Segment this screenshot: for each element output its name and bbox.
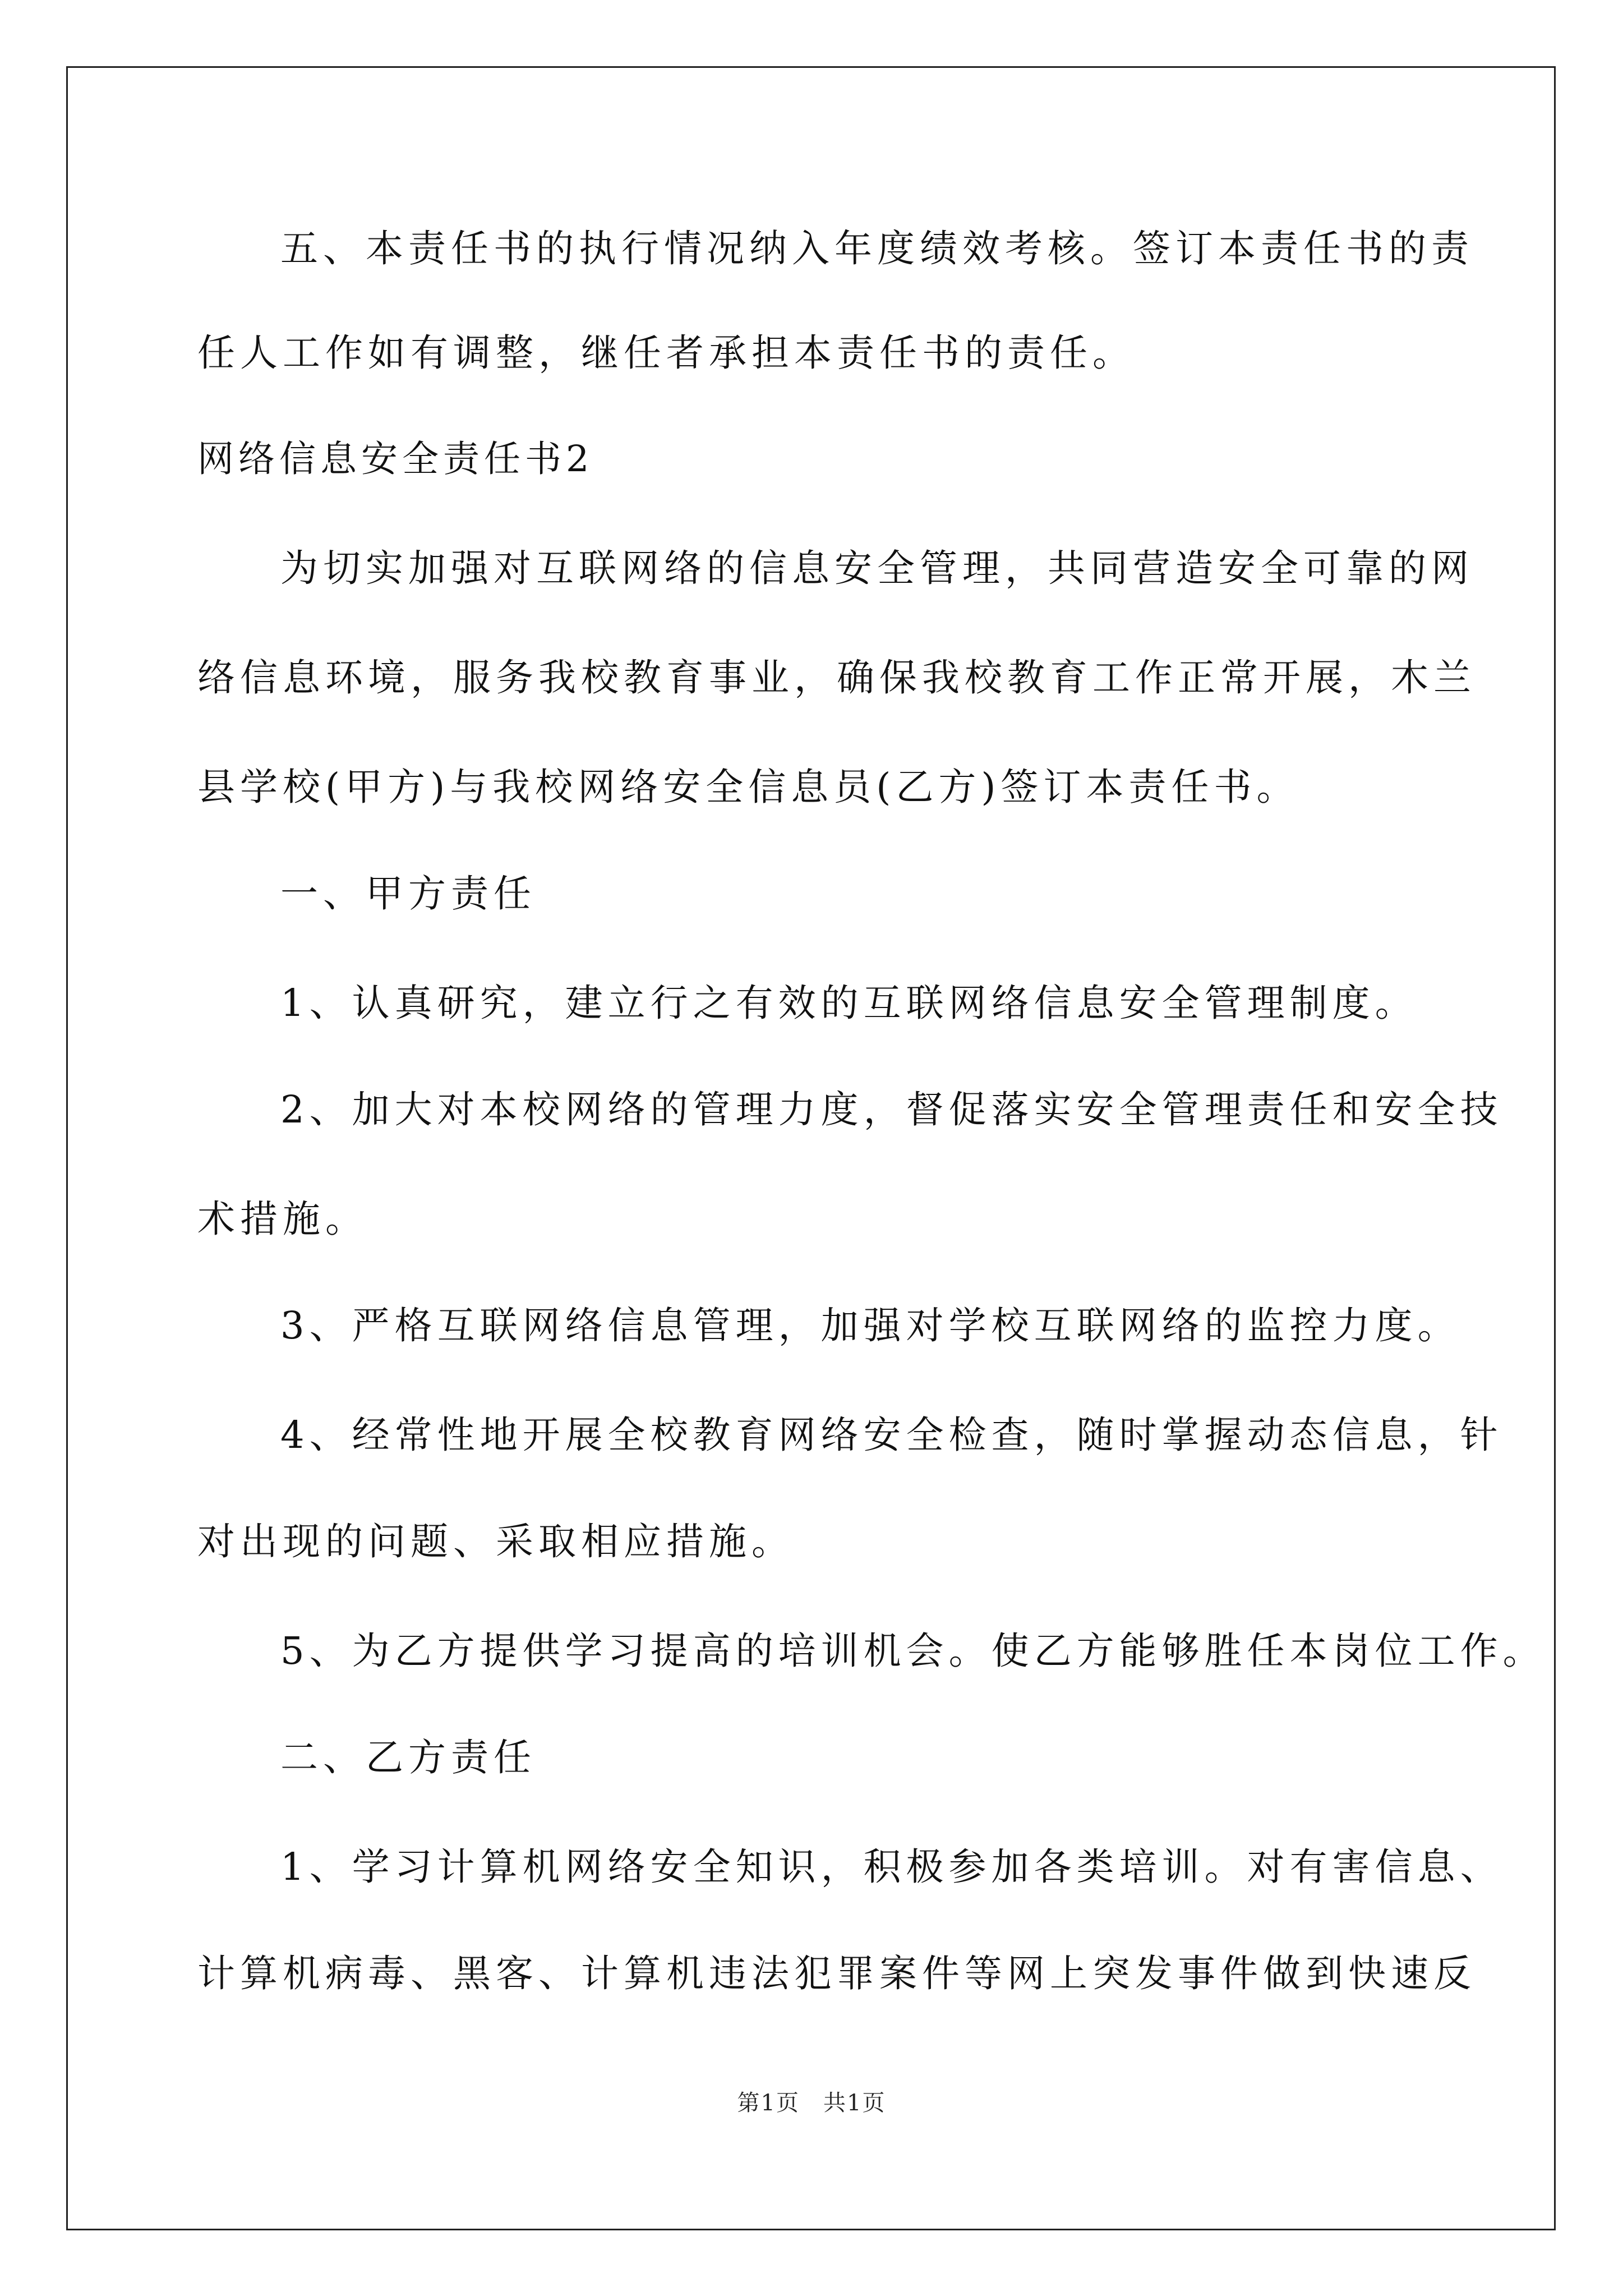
list-item-continuation: 术措施。 xyxy=(197,1197,368,1241)
list-item: 4、经常性地开展全校教育网络安全检查，随时掌握动态信息，针 xyxy=(280,1413,1503,1457)
paragraph-line: 任人工作如有调整，继任者承担本责任书的责任。 xyxy=(197,331,1135,375)
list-item: 1、认真研究，建立行之有效的互联网络信息安全管理制度。 xyxy=(280,981,1418,1025)
paragraph-line: 为切实加强对互联网络的信息安全管理，共同营造安全可靠的网 xyxy=(280,546,1474,590)
list-item-continuation: 对出现的问题、采取相应措施。 xyxy=(197,1520,794,1563)
paragraph-line: 络信息环境，服务我校教育事业，确保我校教育工作正常开展，木兰 xyxy=(197,656,1476,700)
list-item-continuation: 计算机病毒、黑客、计算机违法犯罪案件等网上突发事件做到快速反 xyxy=(197,1952,1476,1995)
list-item: 5、为乙方提供学习提高的培训机会。使乙方能够胜任本岗位工作。 xyxy=(280,1629,1546,1673)
paragraph-line: 五、本责任书的执行情况纳入年度绩效考核。签订本责任书的责 xyxy=(280,227,1474,270)
page-footer: 第1页 共1页 xyxy=(737,2090,886,2116)
list-item: 3、严格互联网络信息管理，加强对学校互联网络的监控力度。 xyxy=(280,1304,1460,1347)
page-border xyxy=(66,66,1556,2230)
paragraph-line: 县学校(甲方)与我校网络安全信息员(乙方)签订本责任书。 xyxy=(197,765,1299,809)
section-title: 网络信息安全责任书2 xyxy=(197,438,594,480)
list-item: 2、加大对本校网络的管理力度，督促落实安全管理责任和安全技 xyxy=(280,1088,1503,1131)
section-heading: 二、乙方责任 xyxy=(280,1736,536,1779)
list-item: 1、学习计算机网络安全知识，积极参加各类培训。对有害信息、 xyxy=(280,1845,1503,1889)
section-heading: 一、甲方责任 xyxy=(280,872,536,915)
